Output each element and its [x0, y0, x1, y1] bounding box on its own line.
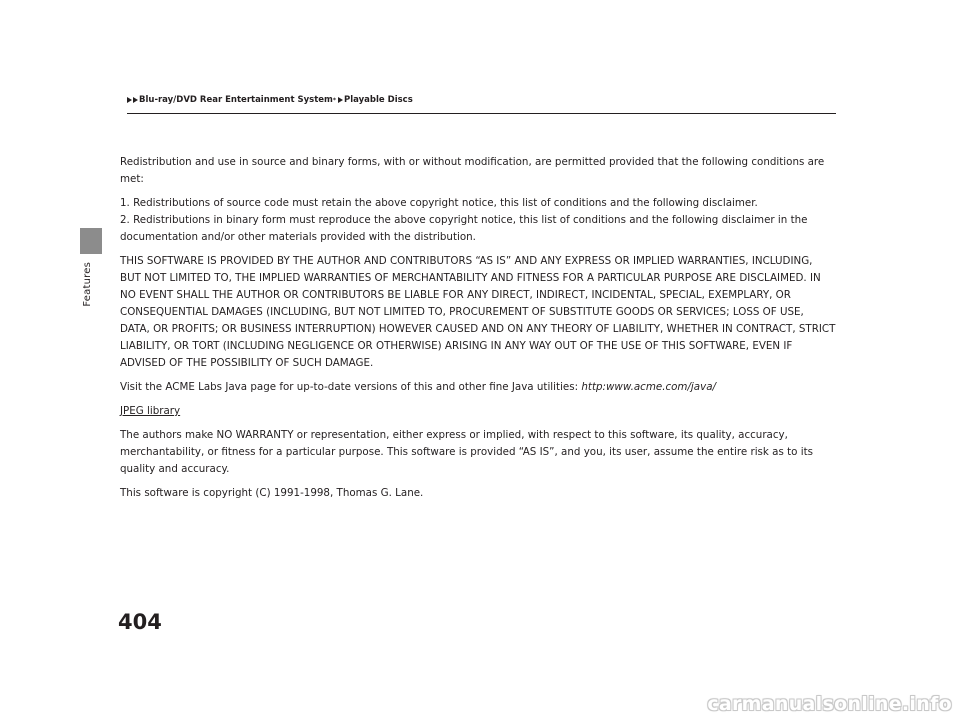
jpeg-library-heading: JPEG library — [120, 405, 181, 417]
section-tab-label: Features — [82, 262, 93, 307]
acme-visit-paragraph — [120, 379, 836, 396]
jpeg-copyright-paragraph: This software is copyright (C) 1991-1998, Thomas G. Lane. — [120, 487, 424, 499]
license-condition-2: 2. Redistributions in binary form must reproduce the above copyright notice, this list of conditions and the following disclaimer in the documentation and/or other materials provided with the distribution. — [120, 214, 808, 243]
jpeg-warranty-paragraph: The authors make NO WARRANTY or representation, either express or implied, with respect to this software, its quality, accuracy, merchantability, or fitness for a particular purpose. This software is provided “AS IS”, and you, its user, assume the entire risk as to its quality and accuracy. — [120, 429, 813, 475]
license-disclaimer: THIS SOFTWARE IS PROVIDED BY THE AUTHOR AND CONTRIBUTORS “AS IS” AND ANY EXPRESS OR IMPLIED WARRANTIES, INCLUDING, BUT NOT LIMITED TO, THE IMPLIED WARRANTIES OF MERCHANTABILITY AND FITNESS FOR A PARTICULAR PURPOSE ARE DISCLAIMED. IN NO EVENT SHALL THE AUTHOR OR CONTRIBUTORS BE LIABLE FOR ANY DIRECT, INDIRECT, INCIDENTAL, SPECIAL, EXEMPLARY, OR CONSEQUENTIAL DAMAGES (INCLUDING, BUT NOT LIMITED TO, PROCUREMENT OF SUBSTITUTE GOODS OR SERVICES; LOSS OF USE, DATA, OR PROFITS; OR BUSINESS INTERRUPTION) HOWEVER CAUSED AND ON ANY THEORY OF LIABILITY, WHETHER IN CONTRACT, STRICT LIABILITY, OR TORT (INCLUDING NEGLIGENCE OR OTHERWISE) ARISING IN ANY WAY OUT OF THE USE OF THIS SOFTWARE, EVEN IF ADVISED OF THE POSSIBILITY OF SUCH DAMAGE. — [120, 255, 836, 369]
watermark: carmanualsonline.info — [707, 693, 952, 715]
acme-url-link[interactable]: http:www.acme.com/java/ — [581, 381, 716, 393]
breadcrumb-level2[interactable]: Playable Discs — [344, 95, 413, 105]
page-number: 404 — [118, 610, 162, 634]
page-content — [120, 154, 836, 509]
section-tab-marker — [80, 228, 102, 254]
breadcrumb-asterisk: * — [332, 96, 337, 104]
breadcrumb-arrow-icon — [133, 97, 138, 103]
breadcrumb-arrow-icon — [338, 97, 343, 103]
breadcrumb-arrow-icon — [127, 97, 132, 103]
breadcrumb-level1[interactable]: Blu-ray/DVD Rear Entertainment System — [139, 95, 333, 105]
section-heading-jpeg — [120, 403, 836, 420]
acme-visit-text: Visit the ACME Labs Java page for up-to-date versions of this and other fine Java utilities: — [120, 381, 582, 393]
license-paragraph-intro: Redistribution and use in source and binary forms, with or without modification, are permitted provided that the following conditions are met: — [120, 156, 825, 185]
license-condition-1: 1. Redistributions of source code must retain the above copyright notice, this list of conditions and the following disclaimer. — [120, 197, 758, 209]
breadcrumb — [127, 95, 413, 105]
header-divider — [127, 113, 836, 114]
